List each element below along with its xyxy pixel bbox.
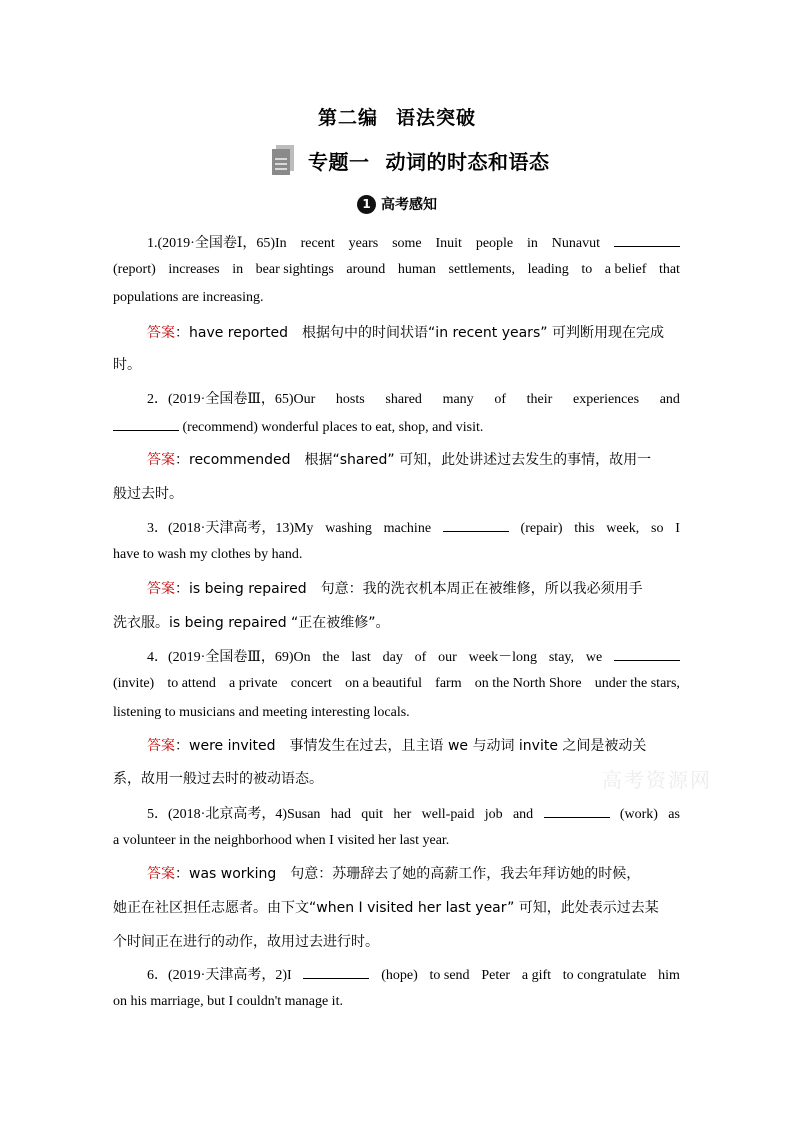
topic-title: [308, 146, 550, 175]
answer-blank: [113, 418, 179, 431]
topic-name: 动词的时态和语态: [385, 149, 550, 174]
answer-label: 答案: [147, 738, 175, 754]
answer-blank: [443, 519, 509, 532]
question-2-line-2: (recommend) wonderful places to eat, shop, and visit.: [113, 418, 680, 436]
question-5-line-2: a volunteer in the neighborhood when I visited her last year.: [113, 833, 450, 848]
answer-blank: [544, 805, 610, 818]
question-4-line-1: 4．(2019·全国卷Ⅲ，69)On the last day of our week－long stay, we: [147, 646, 680, 666]
question-1-line-1: 1.(2019·全国卷Ⅰ，65)In recent years some Inuit people in Nunavut: [147, 232, 680, 252]
question-6-line-2: on his marriage, but I couldn't manage it.: [113, 994, 343, 1009]
question-4-line-3: listening to musicians and meeting interesting locals.: [113, 705, 410, 720]
answer-label: 答案: [147, 581, 175, 597]
answer-blank: [614, 648, 680, 661]
question-3-line-1: 3．(2018·天津高考，13)My washing machine (repair) this week, so I: [147, 521, 680, 536]
answer-3: 答案 ：is being repaired 句意：我的洗衣机本周正在被维修，所以我必须用手: [147, 578, 680, 598]
answer-5-cont-2: 个时间正在进行的动作，故用过去进行时。: [113, 934, 379, 950]
answer-5: 答案 ：was working 句意：苏珊辞去了她的高薪工作，我去年拜访她的时候，: [147, 863, 680, 883]
answer-5-cont: 她正在社区担任志愿者。由下文“when I visited her last year” 可知，此处表示过去某: [113, 900, 659, 916]
section-header: [0, 194, 794, 214]
topic-header: [272, 142, 550, 178]
answer-blank: [614, 234, 680, 247]
answer-3-cont: 洗衣服。is being repaired “正在被维修”。: [113, 615, 390, 631]
answer-2: 答案 ：recommended 根据“shared” 可知，此处讲述过去发生的事情，故用一: [147, 449, 680, 469]
answer-1: 答案 ：have reported 根据句中的时间状语“in recent years” 可判断用现在完成: [147, 322, 680, 342]
answer-label: 答案: [147, 325, 175, 341]
answer-4: 答案 ：were invited 事情发生在过去，且主语 we 与动词 invite 之间是被动关: [147, 735, 680, 755]
section-title: 高考感知: [381, 197, 437, 213]
answer-blank: [303, 966, 369, 979]
part-number: 第二编: [317, 107, 378, 129]
section-number-badge: 1: [357, 195, 376, 214]
question-1-line-3: populations are increasing.: [113, 290, 264, 305]
part-title: [0, 103, 794, 130]
topic-number: 专题一: [308, 149, 370, 174]
question-6-line-1: 6．(2019·天津高考，2)I (hope) to send Peter a gift to congratulate him: [147, 968, 680, 983]
answer-label: 答案: [147, 866, 175, 882]
answer-1-cont: 时。: [113, 357, 141, 373]
question-3-line-2: have to wash my clothes by hand.: [113, 547, 303, 562]
question-5-line-1: 5．(2018·北京高考，4)Susan had quit her well-paid job and (work) as: [147, 807, 680, 822]
watermark: 高考资源网: [602, 768, 712, 792]
question-4-line-2: (invite) to attend a private concert on a beautiful farm on the North Shore under the stars,: [113, 676, 680, 691]
answer-4-cont: 系，故用一般过去时的被动语态。: [113, 771, 323, 787]
answer-label: 答案: [147, 452, 175, 468]
question-2-line-1: 2．(2019·全国卷Ⅲ，65)Our hosts shared many of their experiences and: [147, 392, 680, 407]
book-icon: [272, 145, 296, 175]
part-name: 语法突破: [396, 107, 477, 129]
question-1-line-2: (report) increases in bear sightings around human settlements, leading to a belief that: [113, 262, 680, 277]
answer-2-cont: 般过去时。: [113, 486, 183, 502]
